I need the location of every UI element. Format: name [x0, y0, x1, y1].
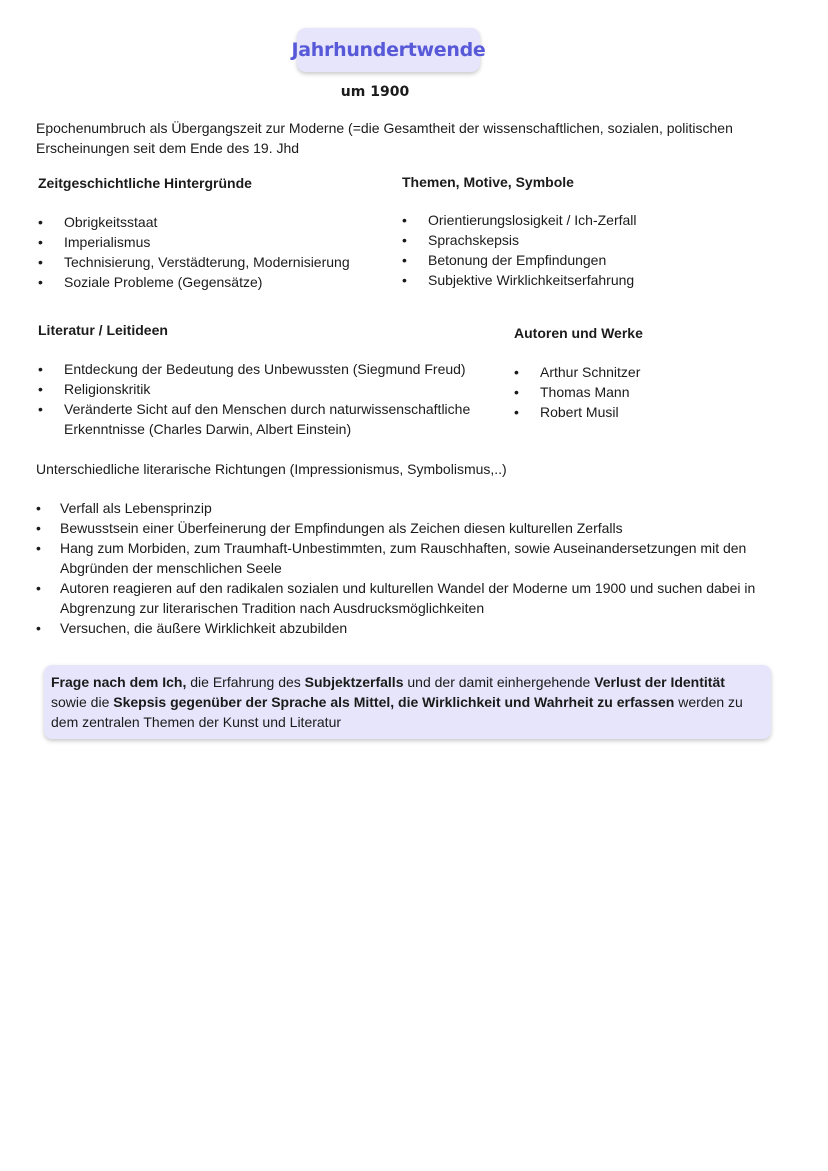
- list-literatur: [38, 359, 498, 439]
- list-themen: [402, 210, 782, 290]
- callout-text-4: und der damit einhergehende: [403, 674, 595, 690]
- list-richtungen: [36, 498, 756, 638]
- list-item: • Imperialismus: [38, 232, 388, 252]
- heading-literatur: Literatur / Leitideen: [38, 322, 168, 338]
- summary-callout: [44, 665, 771, 739]
- callout-bold-1: Frage nach dem Ich,: [51, 674, 187, 690]
- list-item: • Hang zum Morbiden, zum Traumhaft-Unbestimmten, zum Rauschhaften, sowie Auseinandersetzungen mit den Abgründen der menschlichen Seele: [36, 538, 756, 578]
- list-item: • Entdeckung der Bedeutung des Unbewussten (Siegmund Freud): [38, 359, 498, 379]
- callout-bold-7: Skepsis gegenüber der Sprache als Mittel, die Wirklichkeit und Wahrheit zu erfassen: [113, 694, 675, 710]
- list-item: • Obrigkeitsstaat: [38, 212, 388, 232]
- intro-paragraph: Epochenumbruch als Übergangszeit zur Moderne (=die Gesamtheit der wissenschaftlichen, sozialen, politischen Erscheinungen seit dem Ende des 19. Jhd: [36, 120, 733, 156]
- heading-autoren: Autoren und Werke: [514, 325, 643, 341]
- page-title: Jahrhundertwende: [297, 28, 480, 72]
- callout-bold-5: Verlust der Identität: [594, 674, 725, 690]
- list-hintergruende: [38, 212, 388, 292]
- list-item: • Subjektive Wirklichkeitserfahrung: [402, 270, 782, 290]
- callout-bold-3: Subjektzerfalls: [304, 674, 404, 690]
- list-item: • Technisierung, Verstädterung, Modernisierung: [38, 252, 388, 272]
- list-autoren: [514, 362, 764, 422]
- list-item: • Versuchen, die äußere Wirklichkeit abzubilden: [36, 618, 756, 638]
- list-item: • Bewusstsein einer Überfeinerung der Empfindungen als Zeichen diesen kulturellen Zerfalls: [36, 518, 756, 538]
- list-item: • Thomas Mann: [514, 382, 764, 402]
- list-item: • Soziale Probleme (Gegensätze): [38, 272, 388, 292]
- list-item: • Veränderte Sicht auf den Menschen durch naturwissenschaftliche Erkenntnisse (Charles Darwin, Albert Einstein): [38, 399, 498, 439]
- callout-text-2: die Erfahrung des: [186, 674, 305, 690]
- page-subtitle: um 1900: [340, 84, 410, 100]
- heading-themen: Themen, Motive, Symbole: [402, 174, 574, 190]
- list-item: • Arthur Schnitzer: [514, 362, 764, 382]
- list-item: • Robert Musil: [514, 402, 764, 422]
- list-item: • Autoren reagieren auf den radikalen sozialen und kulturellen Wandel der Moderne um 1900 und suchen dabei in Abgrenzung zur literarischen Tradition nach Ausdrucksmöglichkeiten: [36, 578, 756, 618]
- heading-richtungen: Unterschiedliche literarische Richtungen (Impressionismus, Symbolismus,..): [36, 461, 507, 477]
- list-item: • Religionskritik: [38, 379, 498, 399]
- callout-text-8: werden zu dem zentralen Themen der Kunst und Literatur: [51, 694, 743, 730]
- callout-text-6: sowie die: [51, 694, 114, 710]
- richtungen-block: [36, 498, 796, 638]
- list-item: • Verfall als Lebensprinzip: [36, 498, 756, 518]
- heading-hintergruende: Zeitgeschichtliche Hintergründe: [38, 175, 252, 191]
- list-item: • Betonung der Empfindungen: [402, 250, 782, 270]
- list-item: • Orientierungslosigkeit / Ich-Zerfall: [402, 210, 782, 230]
- list-item: • Sprachskepsis: [402, 230, 782, 250]
